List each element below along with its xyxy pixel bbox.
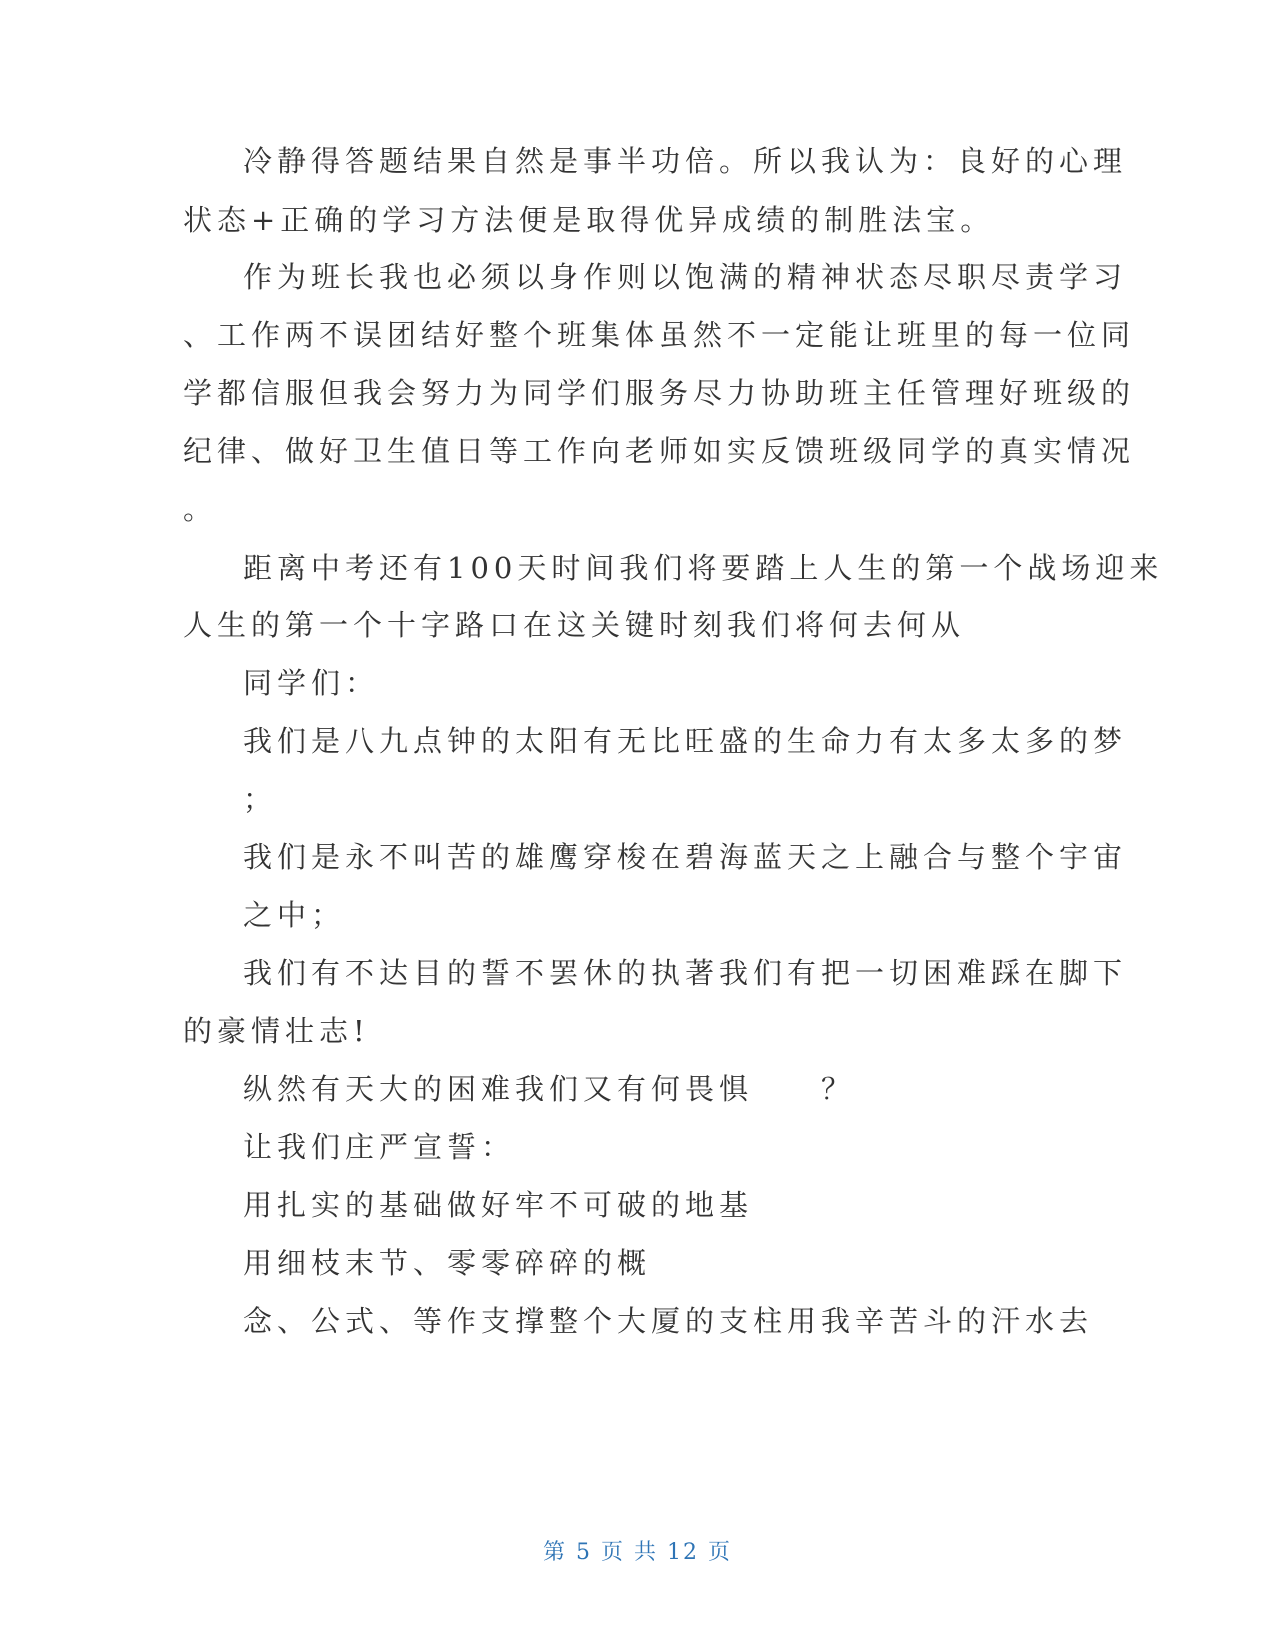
page-number-footer: 第 5 页 共 12 页	[543, 1540, 732, 1565]
text-line: ；	[243, 782, 278, 816]
text-line: 学都信服但我会努力为同学们服务尽力协助班主任管理好班级的	[183, 376, 1136, 410]
text-line: 用扎实的基础做好牢不可破的地基	[243, 1188, 754, 1222]
text-line: 之中；	[243, 898, 346, 932]
text-line: 状态+正确的学习方法便是取得优异成绩的制胜法宝。	[183, 203, 995, 237]
text-line: 同学们：	[243, 666, 380, 700]
text-line: 人生的第一个十字路口在这关键时刻我们将何去何从	[183, 608, 966, 642]
text-line: 纵然有天大的困难我们又有何畏惧 ？	[243, 1072, 856, 1106]
text-line: 让我们庄严宣誓：	[243, 1130, 516, 1164]
text-line: 我们有不达目的誓不罢休的执著我们有把一切困难踩在脚下	[243, 956, 1128, 990]
text-line: 我们是八九点钟的太阳有无比旺盛的生命力有太多太多的梦	[243, 724, 1128, 758]
text-line: 的豪情壮志!	[183, 1014, 370, 1048]
text-line: 距离中考还有100天时间我们将要踏上人生的第一个战场迎来	[243, 551, 1164, 585]
text-line: 冷静得答题结果自然是事半功倍。所以我认为：良好的心理	[243, 144, 1128, 178]
text-line: 用细枝末节、零零碎碎的概	[243, 1246, 652, 1280]
text-line: 作为班长我也必须以身作则以饱满的精神状态尽职尽责学习	[243, 260, 1128, 294]
text-line: 、工作两不误团结好整个班集体虽然不一定能让班里的每一位同	[183, 318, 1136, 352]
text-line: 。	[183, 492, 218, 526]
text-line: 纪律、做好卫生值日等工作向老师如实反馈班级同学的真实情况	[183, 434, 1136, 468]
text-line: 我们是永不叫苦的雄鹰穿梭在碧海蓝天之上融合与整个宇宙	[243, 840, 1128, 874]
text-line: 念、公式、等作支撑整个大厦的支柱用我辛苦斗的汗水去	[243, 1304, 1094, 1338]
